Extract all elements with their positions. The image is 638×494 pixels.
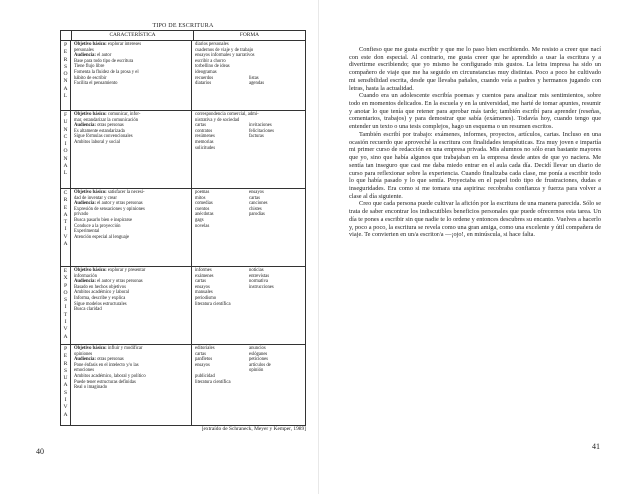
caracteristica-text: Basado en hechos objetivos bbox=[74, 284, 126, 290]
forma-item: informes bbox=[195, 268, 212, 273]
forma-item: felicitaciones bbox=[249, 128, 274, 134]
forma-cell bbox=[192, 189, 305, 266]
row-type-letters bbox=[61, 41, 71, 110]
table-title: TIPO DE ESCRITURA bbox=[152, 23, 214, 29]
caracteristica-text: Fomenta la fluidez de la prosa y el bbox=[74, 69, 139, 75]
forma-item: recuerdos bbox=[195, 75, 214, 81]
type-letter: R bbox=[63, 197, 68, 204]
type-letter: V bbox=[63, 404, 68, 411]
table-source: [extraído de Schraneck, Meyer y Kemper, 1989] bbox=[201, 426, 306, 432]
type-letter: C bbox=[63, 190, 68, 196]
forma-line bbox=[195, 380, 303, 386]
forma-item: correspondencia comercial, admi- bbox=[195, 112, 259, 117]
forma-item: instrucciones bbox=[249, 284, 274, 290]
forma-item: entrevistas bbox=[249, 273, 270, 279]
forma-item: cartas bbox=[195, 351, 206, 357]
forma-cell bbox=[192, 345, 305, 425]
caracteristica-label: Objetivo básico: bbox=[74, 346, 107, 351]
forma-item: anuncios bbox=[249, 346, 266, 351]
header-caracteristica: CARACTERÍSTICA bbox=[72, 31, 194, 40]
type-letter: E bbox=[63, 204, 68, 211]
caracteristica-label: Audiencia: bbox=[74, 53, 96, 59]
body-text bbox=[349, 46, 601, 239]
row-type-letters bbox=[61, 111, 71, 188]
caracteristica-text: Experimental bbox=[74, 229, 100, 235]
type-letter: R bbox=[63, 56, 68, 63]
forma-item: contratos bbox=[195, 128, 213, 134]
forma-item: artículos de bbox=[249, 362, 271, 368]
caracteristica-text: personales bbox=[74, 47, 94, 53]
type-letter: A bbox=[63, 411, 68, 418]
type-letter: E bbox=[63, 268, 68, 274]
type-letter: R bbox=[63, 360, 68, 367]
forma-item: anécdotas bbox=[195, 212, 214, 218]
forma-item: normativa bbox=[249, 279, 269, 285]
type-letter: E bbox=[63, 353, 68, 360]
type-letter: I bbox=[64, 141, 67, 148]
caracteristica-text: comunicar, infor- bbox=[106, 112, 141, 117]
page-number-right: 41 bbox=[592, 442, 600, 451]
caracteristica-text: información bbox=[74, 273, 97, 279]
forma-item: ensayos bbox=[249, 190, 264, 195]
type-letter: N bbox=[63, 78, 68, 85]
type-letter: U bbox=[63, 119, 68, 126]
caracteristica-text: satisfacer la necesi- bbox=[106, 190, 145, 195]
caracteristica-label: Audiencia: bbox=[74, 123, 96, 129]
table-row bbox=[61, 189, 305, 267]
forma-item: publicidad bbox=[195, 373, 215, 379]
page-number-left: 40 bbox=[36, 447, 44, 456]
forma-item: poemas bbox=[195, 190, 210, 195]
row-type-letters bbox=[61, 345, 71, 425]
forma-item: listas bbox=[249, 75, 259, 81]
table-body bbox=[61, 41, 305, 425]
forma-item: facturas bbox=[249, 134, 264, 140]
forma-item: invitaciones bbox=[249, 123, 272, 129]
forma-item: solicitudes bbox=[195, 145, 216, 151]
type-letter: S bbox=[63, 297, 68, 304]
caracteristica-text: Es altamente estandarizada bbox=[74, 128, 125, 134]
body-paragraph: También escribí por trabajo: exámenes, informes, proyectos, artículos, cartas. Incluso en una ocasión recuerdo que aproveché la escritura con finalidades terapéuticas. Era muy joven e impartía mi primer curso de redacción en una empresa privada. Mis alumnos no sólo eran bastante mayores que yo, sino que había algunos que trabajaban en la empresa desde antes de que yo naciera. Me sentía tan inseguro que casi me daba miedo entrar en el aula cada día. Decidí llevar un diario de curso para reflexionar sobre la experiencia. Cuando finalizaba cada clase, me ponía a escribir todo lo que había pasado y lo que sentía. Proyectaba en el papel todo tipo de frustraciones, dudas e inseguridades. Era como si me tomara una aspirina: recobraba confianza y fuerza para volver a clase al día siguiente. bbox=[349, 130, 601, 200]
caracteristica-label: Objetivo básico: bbox=[74, 190, 107, 195]
header-forma: FORMA bbox=[239, 32, 260, 38]
caracteristica-line bbox=[74, 140, 189, 146]
type-letter: F bbox=[63, 112, 68, 118]
caracteristica-cell bbox=[71, 41, 192, 110]
type-letter: I bbox=[64, 319, 67, 326]
caracteristica-text: otras personas bbox=[95, 357, 124, 363]
caracteristica-text: influir y modificar bbox=[106, 346, 143, 351]
row-type-letters bbox=[61, 189, 71, 266]
forma-cell bbox=[192, 41, 305, 110]
type-letter: A bbox=[63, 211, 68, 218]
body-paragraph: Confieso que me gusta escribir y que me lo paso bien escribiendo. Me resisto a creer que nací con este don especial. Al contrario, me gusta creer que he aprendido a usar la escritura y a divertirme escribiendo; que yo mismo he configurado mis gustos. La letra impresa ha sido un compañero de viaje que me ha seguido en circunstancias muy distintas. Poco a poco he cultivado mi sensibilidad escrita, desde que llevaba pañales, cuando veía a padres y hermanos jugando con letras, hasta la actualidad. bbox=[349, 46, 601, 92]
forma-item: chistes bbox=[249, 206, 262, 212]
forma-item: nistrativa y de sociedad bbox=[195, 117, 240, 123]
caracteristica-cell bbox=[71, 267, 192, 344]
type-letter: U bbox=[63, 375, 68, 382]
forma-item: editoriales bbox=[195, 346, 215, 351]
forma-item: cartas bbox=[195, 279, 206, 285]
body-paragraph: Creo que cada persona puede cultivar la afición por la escritura de una manera parecida. Sólo se trata de saber encontrar los indiscutibles beneficios personales que puede ofrecernos esta tarea. Un día te pones a escribir sin que nadie te lo ordene y entonces descubres su encanto. Vuelves a hacerlo y, poco a poco, la escritura se revela como una gran amiga, como una excelente y útil compañera de viaje. Te convierten en un/a escritor/a —¡ojo!, en minúscula, si hace falta. bbox=[349, 200, 601, 239]
type-letter: O bbox=[63, 289, 68, 296]
caracteristica-label: Audiencia: bbox=[74, 201, 96, 207]
type-letter: C bbox=[63, 133, 68, 140]
forma-item: novelas bbox=[195, 223, 210, 229]
forma-item: agendas bbox=[249, 81, 265, 87]
body-paragraph: Cuando era un adolescente escribía poemas y cuentos para analizar mis sentimientos, sobre todo en momentos delicados. En la escuela y en la universidad, me harté de tomar apuntes, resumir y anotar lo que tenía que retener para aprobar más tarde; también escribí para aprender (reseñas, comentarios, trabajos) y para demostrar que sabía (exámenes). Todavía hoy, cuando tengo que entender un texto o una tesis complejos, hago un esquema o un resumen escritos. bbox=[349, 92, 601, 131]
caracteristica-text: explorar y presentar bbox=[106, 268, 146, 273]
type-letter: X bbox=[63, 275, 68, 282]
row-type-letters bbox=[61, 267, 71, 344]
caracteristica-text: Ambitos laboral y social bbox=[74, 139, 120, 145]
type-letter: I bbox=[64, 304, 67, 311]
forma-item: literatura científica bbox=[195, 301, 231, 307]
type-letter: S bbox=[63, 367, 68, 374]
forma-cell bbox=[192, 111, 305, 188]
caracteristica-text: hábito de escribir bbox=[74, 75, 107, 81]
caracteristica-cell bbox=[71, 111, 192, 188]
forma-item: literatura científica bbox=[195, 379, 231, 385]
caracteristica-text: mar, estandarizar la comunicación bbox=[74, 117, 139, 123]
forma-item: manuales bbox=[195, 290, 213, 296]
type-letter: S bbox=[63, 389, 68, 396]
caracteristica-text: Tiene flujo libre bbox=[74, 64, 105, 70]
table-row bbox=[61, 267, 305, 345]
forma-item: gags bbox=[195, 217, 204, 223]
header-letters-cell bbox=[61, 31, 72, 40]
caracteristica-line bbox=[74, 81, 189, 87]
table-header bbox=[61, 31, 305, 41]
caracteristica-text: Busca pasarlo bien e inspirarse bbox=[74, 217, 133, 223]
type-letter: N bbox=[63, 155, 68, 162]
forma-item: ideogramas bbox=[195, 69, 217, 75]
type-letter: I bbox=[64, 397, 67, 404]
forma-item: parodias bbox=[249, 212, 265, 218]
forma-item: escribir a chorro bbox=[195, 58, 226, 64]
type-letter: P bbox=[63, 282, 68, 289]
type-letter: A bbox=[63, 85, 68, 92]
type-letter: T bbox=[63, 219, 68, 226]
page-gutter bbox=[318, 0, 319, 494]
forma-item: diatarios bbox=[195, 81, 212, 87]
caracteristica-text: Conduce a la proyección bbox=[74, 223, 121, 229]
caracteristica-line bbox=[74, 385, 189, 391]
forma-item: cuentos bbox=[195, 206, 210, 212]
forma-item: ensayos informales y narrativos bbox=[195, 53, 255, 59]
type-letter: S bbox=[63, 63, 68, 70]
forma-item: resúmenes bbox=[195, 134, 215, 140]
caracteristica-cell bbox=[71, 345, 192, 425]
type-letter: N bbox=[63, 126, 68, 133]
forma-item: exámenes bbox=[195, 273, 214, 279]
forma-item: cartas bbox=[195, 123, 206, 129]
caracteristica-text: Real o imaginado bbox=[74, 385, 108, 391]
type-letter: A bbox=[63, 241, 68, 248]
forma-line bbox=[195, 224, 303, 230]
type-letter: T bbox=[63, 311, 68, 318]
caracteristica-text: Informa, describe y explica bbox=[74, 295, 126, 301]
type-letter: A bbox=[63, 333, 68, 340]
type-letter: O bbox=[63, 148, 68, 155]
forma-item: comedias bbox=[195, 201, 213, 207]
forma-item: diarios personales bbox=[195, 42, 229, 47]
type-letter: V bbox=[63, 326, 68, 333]
caracteristica-label: Objetivo básico: bbox=[74, 112, 107, 117]
caracteristica-text: explorar intereses bbox=[106, 42, 142, 47]
type-letter: P bbox=[63, 42, 68, 48]
caracteristica-label: Audiencia: bbox=[74, 279, 96, 285]
caracteristica-text: el autor bbox=[95, 53, 112, 59]
type-letter: A bbox=[63, 382, 68, 389]
caracteristica-label: Objetivo básico: bbox=[74, 268, 107, 273]
forma-item: canciones bbox=[249, 201, 268, 207]
table-row bbox=[61, 111, 305, 189]
caracteristica-line bbox=[74, 235, 189, 241]
caracteristica-text: Expresión de sensaciones y opiniones bbox=[74, 206, 145, 212]
caracteristica-text: Puede tener estructuras definidas bbox=[74, 379, 136, 385]
forma-item: periodismo bbox=[195, 295, 217, 301]
caracteristica-text: Facilita el pensamiento bbox=[74, 81, 118, 87]
forma-item: opinión bbox=[249, 368, 264, 374]
type-letter: V bbox=[63, 233, 68, 240]
forma-item: cuadernos de viaje y de trabajo bbox=[195, 47, 254, 53]
caracteristica-text: Base para todo tipo de escritura bbox=[74, 58, 134, 64]
forma-item: ensayos bbox=[195, 284, 210, 290]
caracteristica-text: dad de inventar y crear bbox=[74, 195, 117, 201]
type-letter: O bbox=[63, 71, 68, 78]
forma-item: memorias bbox=[195, 139, 214, 145]
caracteristica-text: privado bbox=[74, 212, 89, 218]
caracteristica-text: Busca claridad bbox=[74, 307, 102, 313]
caracteristica-text: Pone énfasis en el intelecto y/o las bbox=[74, 362, 139, 368]
type-letter: L bbox=[63, 170, 68, 177]
caracteristica-label: Audiencia: bbox=[74, 357, 96, 363]
writing-types-table bbox=[60, 30, 306, 426]
forma-cell bbox=[192, 267, 305, 344]
forma-item: ensayos bbox=[195, 362, 210, 368]
forma-item: mitos bbox=[195, 195, 206, 201]
forma-item: panfletos bbox=[195, 357, 213, 363]
forma-item: torbellino de ideas bbox=[195, 64, 230, 70]
type-letter: L bbox=[63, 93, 68, 100]
forma-item: cartas bbox=[249, 195, 260, 201]
caracteristica-text: Sigue modelos estructurales bbox=[74, 301, 127, 307]
caracteristica-text: Sigue fórmulas convencionales bbox=[74, 134, 133, 140]
table-row bbox=[61, 41, 305, 111]
caracteristica-label: Objetivo básico: bbox=[74, 42, 107, 47]
forma-item: peticiones bbox=[249, 357, 269, 363]
forma-item: noticias bbox=[249, 268, 264, 273]
caracteristica-text: el autor y otras personas bbox=[95, 201, 143, 207]
caracteristica-line bbox=[74, 307, 189, 313]
forma-line bbox=[195, 81, 303, 87]
forma-line bbox=[195, 146, 303, 152]
caracteristica-text: Atención especial al lenguaje bbox=[74, 234, 130, 240]
caracteristica-text: emociones bbox=[74, 368, 95, 374]
caracteristica-text: Ambitos académico, laboral y político bbox=[74, 373, 146, 379]
type-letter: P bbox=[63, 346, 68, 352]
caracteristica-text: opiniones bbox=[74, 351, 93, 357]
caracteristica-text: el autor y otras personas bbox=[95, 279, 143, 285]
caracteristica-text: Ambitos académico y laboral bbox=[74, 290, 130, 296]
forma-line bbox=[195, 302, 303, 308]
caracteristica-cell bbox=[71, 189, 192, 266]
type-letter: A bbox=[63, 163, 68, 170]
forma-item: eslóganes bbox=[249, 351, 268, 357]
type-letter: E bbox=[63, 49, 68, 56]
type-letter: I bbox=[64, 226, 67, 233]
caracteristica-text: otras personas bbox=[95, 123, 124, 129]
table-row bbox=[61, 345, 305, 425]
